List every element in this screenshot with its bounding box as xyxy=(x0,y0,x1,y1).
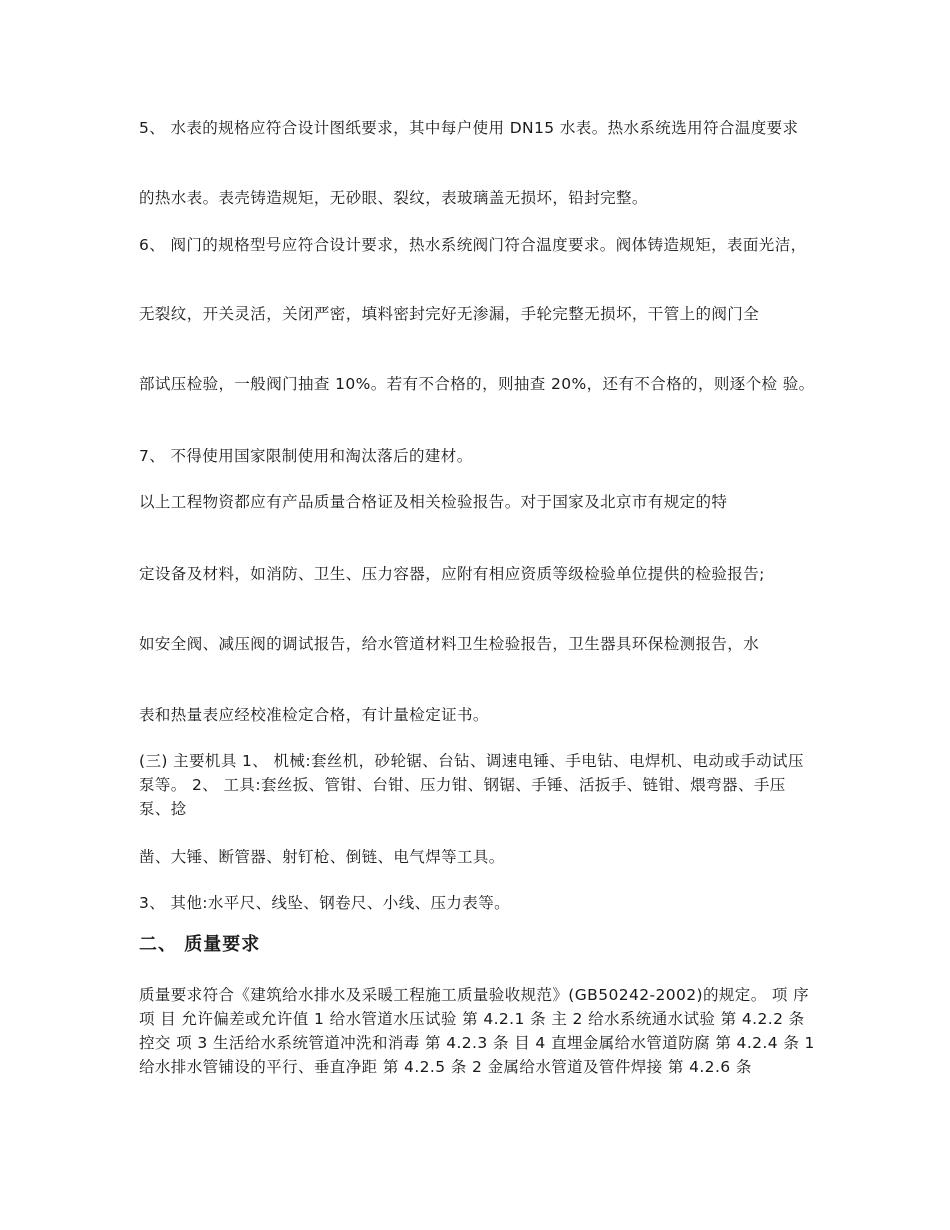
paragraph-tools-continued: 凿、大锤、断管器、射钉枪、倒链、电气焊等工具。 xyxy=(139,848,505,866)
paragraph-item-7-materials: 7、 不得使用国家限制使用和淘汰落后的建材。 xyxy=(139,447,473,465)
paragraph-test-reports: 如安全阀、减压阀的调试报告，给水管道材料卫生检验报告，卫生器具环保检测报告，水 xyxy=(139,635,760,653)
paragraph-item-6-valves: 6、 阀门的规格型号应符合设计要求，热水系统阀门符合温度要求。阀体铸造规矩，表面光洁， xyxy=(139,236,807,254)
paragraph-item-5-water-meter: 5、 水表的规格应符合设计图纸要求，其中每户使用 DN15 水表。热水系统选用符合温度要求 xyxy=(139,119,799,137)
section-heading-quality: 二、 质量要求 xyxy=(139,934,261,955)
paragraph-special-equipment: 定设备及材料，如消防、卫生、压力容器，应附有相应资质等级检验单位提供的检验报告; xyxy=(139,565,765,583)
paragraph-valve-testing: 部试压检验，一般阀门抽查 10%。若有不合格的，则抽查 20%，还有不合格的，则逐个检 验。 xyxy=(139,375,815,393)
paragraph-main-tools: (三) 主要机具 1、 机械:套丝机，砂轮锯、台钻、调速电锤、手电钻、电焊机、电动或手动试压泵等。 2、 工具:套丝扳、管钳、台钳、压力钳、钢锯、手锤、活扳手、链钳、煨弯器、手压泵、捻 xyxy=(139,752,804,818)
paragraph-water-meter-continued: 的热水表。表壳铸造规矩，无砂眼、裂纹，表玻璃盖无损坏，铅封完整。 xyxy=(139,189,648,207)
paragraph-quality-requirements: 质量要求符合《建筑给水排水及采暖工程施工质量验收规范》(GB50242-2002)的规定。 项 序 项 目 允许偏差或允许值 1 给水管道水压试验 第 4.2.1 条 主 2 给水系统通水试验 第 4.2.2 条 控交 项 3 生活给水系统管道冲洗和消毒 第 4.2.3 条 目 4 直埋金属给水管道防腐 第 4.2.4 条 1 给水排水管铺设的平行、垂直净距 第 4.2.5 条 2 金属给水管道及管件焊接 第 4.2.6 条 xyxy=(139,986,815,1076)
paragraph-valves-continued: 无裂纹，开关灵活，关闭严密，填料密封完好无渗漏，手轮完整无损坏，干管上的阀门全 xyxy=(139,305,760,323)
paragraph-other-tools: 3、 其他:水平尺、线坠、钢卷尺、小线、压力表等。 xyxy=(139,894,511,912)
paragraph-meter-calibration: 表和热量表应经校准检定合格，有计量检定证书。 xyxy=(139,706,489,724)
paragraph-certificates: 以上工程物资都应有产品质量合格证及相关检验报告。对于国家及北京市有规定的特 xyxy=(139,493,728,511)
